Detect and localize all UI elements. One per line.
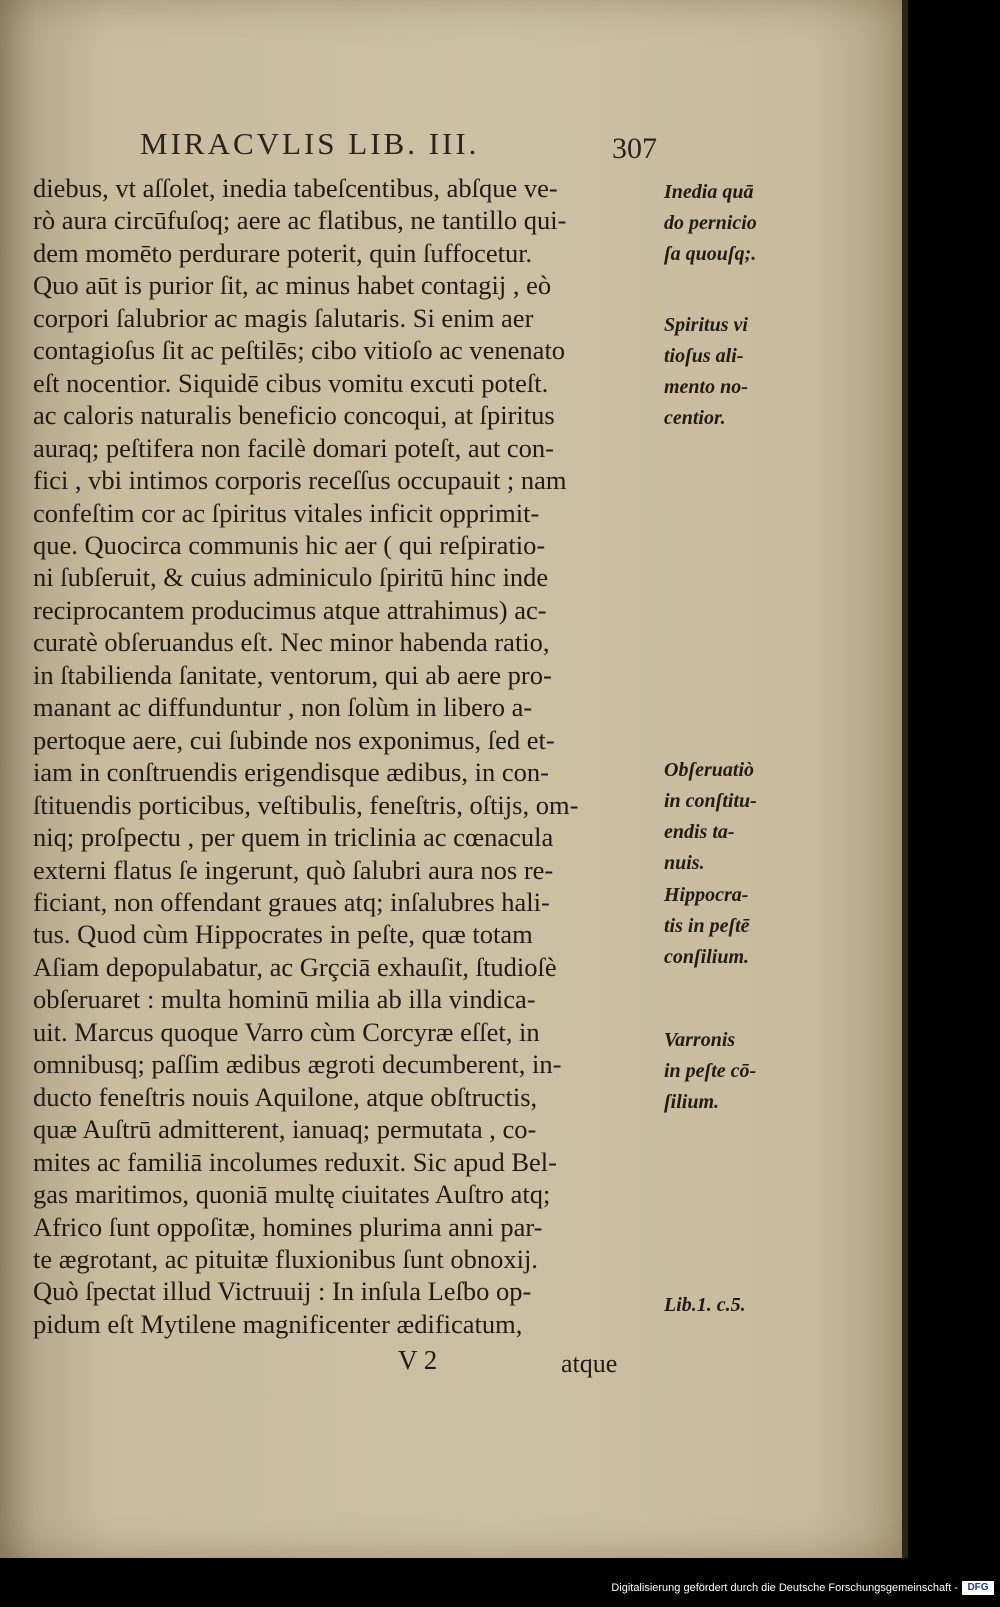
- body-line: que. Quocirca communis hic aer ( qui reſpiratio-: [33, 529, 546, 560]
- margin-note-line: centior.: [664, 407, 726, 429]
- body-line: niq; proſpectu , per quem in triclinia ac cœnacula: [33, 822, 554, 853]
- margin-note-spiritus: [664, 310, 799, 434]
- margin-note-line: Hippocra-: [664, 884, 749, 906]
- body-line: ni ſubſeruit, & cuius adminiculo ſpiritū hinc inde: [33, 562, 549, 593]
- body-line: auraq; peſtifera non facilè domari poteſt, aut con-: [33, 432, 554, 463]
- body-line: uit. Marcus quoque Varro cùm Corcyræ eſſet, in: [33, 1016, 540, 1047]
- page-number: 307: [612, 132, 657, 165]
- margin-note-reference: [664, 1290, 799, 1321]
- body-line: rò aura circūfuſoq; aere ac flatibus, ne tantillo qui-: [33, 205, 567, 236]
- body-line: ficiant, non offendant graues atq; inſalubres hali-: [33, 886, 550, 917]
- margin-note-obseruatio: [664, 755, 799, 879]
- body-line: obſeruaret : multa hominū milia ab illa vindica-: [33, 984, 536, 1015]
- footer-credit: Digitalisierung gefördert durch die Deutsche Forschungsgemeinschaft -: [611, 1582, 958, 1594]
- body-line: ſtituendis porticibus, veſtibulis, feneſtris, oſtijs, om-: [33, 789, 579, 820]
- body-line: ac caloris naturalis beneficio concoqui, at ſpiritus: [33, 400, 555, 431]
- margin-note-line: ſilium.: [664, 1091, 720, 1113]
- margin-note-line: ſa quouſq;.: [664, 243, 757, 265]
- body-line: manant ac diffunduntur , non ſolùm in libero a-: [33, 692, 533, 723]
- paper-edge: [902, 0, 908, 1558]
- body-line: reciprocantem producimus atque attrahimus) ac-: [33, 594, 547, 625]
- body-line: tus. Quod cùm Hippocrates in peſte, quæ totam: [33, 919, 533, 950]
- body-line: ducto feneſtris nouis Aquilone, atque obſtructis,: [33, 1081, 538, 1112]
- body-line: Aſiam depopulabatur, ac Grçciā exhauſit, ſtudioſè: [33, 951, 557, 982]
- body-line: gas maritimos, quoniā multę ciuitates Auſtro atq;: [33, 1179, 551, 1210]
- body-line: mites ac familiā incolumes reduxit. Sic apud Bel-: [33, 1146, 557, 1177]
- dfg-logo: DFG: [962, 1581, 994, 1595]
- margin-note-line: Inedia quā: [664, 181, 754, 203]
- margin-note-line: endis ta-: [664, 821, 735, 843]
- margin-note-line: Lib.1. c.5.: [664, 1294, 746, 1316]
- body-line: confeſtim cor ac ſpiritus vitales inficit opprimit-: [33, 497, 540, 528]
- margin-note-line: in peſte cō-: [664, 1060, 757, 1082]
- body-line: omnibusq; paſſim ædibus ægroti decumberent, in-: [33, 1049, 562, 1080]
- signature-mark: V 2: [398, 1345, 438, 1375]
- body-line: fici , vbi intimos corporis receſſus occupauit ; nam: [33, 465, 567, 496]
- margin-note-line: Varronis: [664, 1029, 736, 1051]
- body-line: pidum eſt Mytilene magnificenter ædificatum,: [33, 1308, 523, 1339]
- body-line: eſt nocentior. Siquidē cibus vomitu excuti poteſt.: [33, 367, 549, 398]
- margin-note-line: in conſtitu-: [664, 790, 757, 812]
- body-line: Quo aūt is purior ſit, ac minus habet contagij , eò: [33, 270, 552, 301]
- margin-note-line: mento no-: [664, 376, 748, 398]
- body-line: Quò ſpectat illud Victruuij : In inſula Leſbo op-: [33, 1276, 532, 1307]
- margin-note-line: tioſus ali-: [664, 345, 744, 367]
- body-line: in ſtabilienda ſanitate, ventorum, qui ab aere pro-: [33, 659, 552, 690]
- body-line: Africo ſunt oppoſitæ, homines plurima anni par-: [33, 1211, 543, 1242]
- body-line: dem momēto perdurare poterit, quin ſuffocetur.: [33, 237, 533, 268]
- body-line: externi flatus ſe ingerunt, quò ſalubri aura nos re-: [33, 854, 554, 885]
- body-line: corpori ſalubrior ac magis ſalutaris. Si enim aer: [33, 302, 534, 333]
- margin-note-hippocratis: [664, 880, 799, 973]
- body-line: iam in conſtruendis erigendisque ædibus, in con-: [33, 757, 549, 788]
- margin-note-varronis: [664, 1025, 799, 1118]
- running-head: MIRACVLIS LIB. III.: [140, 126, 480, 161]
- margin-note-line: Spiritus vi: [664, 314, 748, 336]
- body-line: contagioſus ſit ac peſtilēs; cibo vitioſo ac venenato: [33, 335, 566, 366]
- margin-note-line: tis in peſtē: [664, 915, 750, 937]
- margin-note-inedia: [664, 177, 799, 270]
- body-line: quæ Auſtrū admitterent, ianuaq; permutata , co-: [33, 1114, 537, 1145]
- body-line: pertoque aere, cui ſubinde nos exponimus, ſed et-: [33, 724, 555, 755]
- margin-note-line: conſilium.: [664, 946, 750, 968]
- body-line: curatè obſeruandus eſt. Nec minor habenda ratio,: [33, 627, 550, 658]
- margin-note-line: do pernicio: [664, 212, 757, 234]
- body-line: diebus, vt aſſolet, inedia tabeſcentibus, abſque ve-: [33, 173, 558, 203]
- margin-note-line: nuis.: [664, 852, 705, 874]
- body-line: te ægrotant, ac pituitæ fluxionibus ſunt obnoxij.: [33, 1243, 538, 1274]
- catchword: atque: [561, 1349, 618, 1378]
- margin-note-line: Obſeruatiò: [664, 759, 754, 781]
- body-text: [33, 172, 653, 1340]
